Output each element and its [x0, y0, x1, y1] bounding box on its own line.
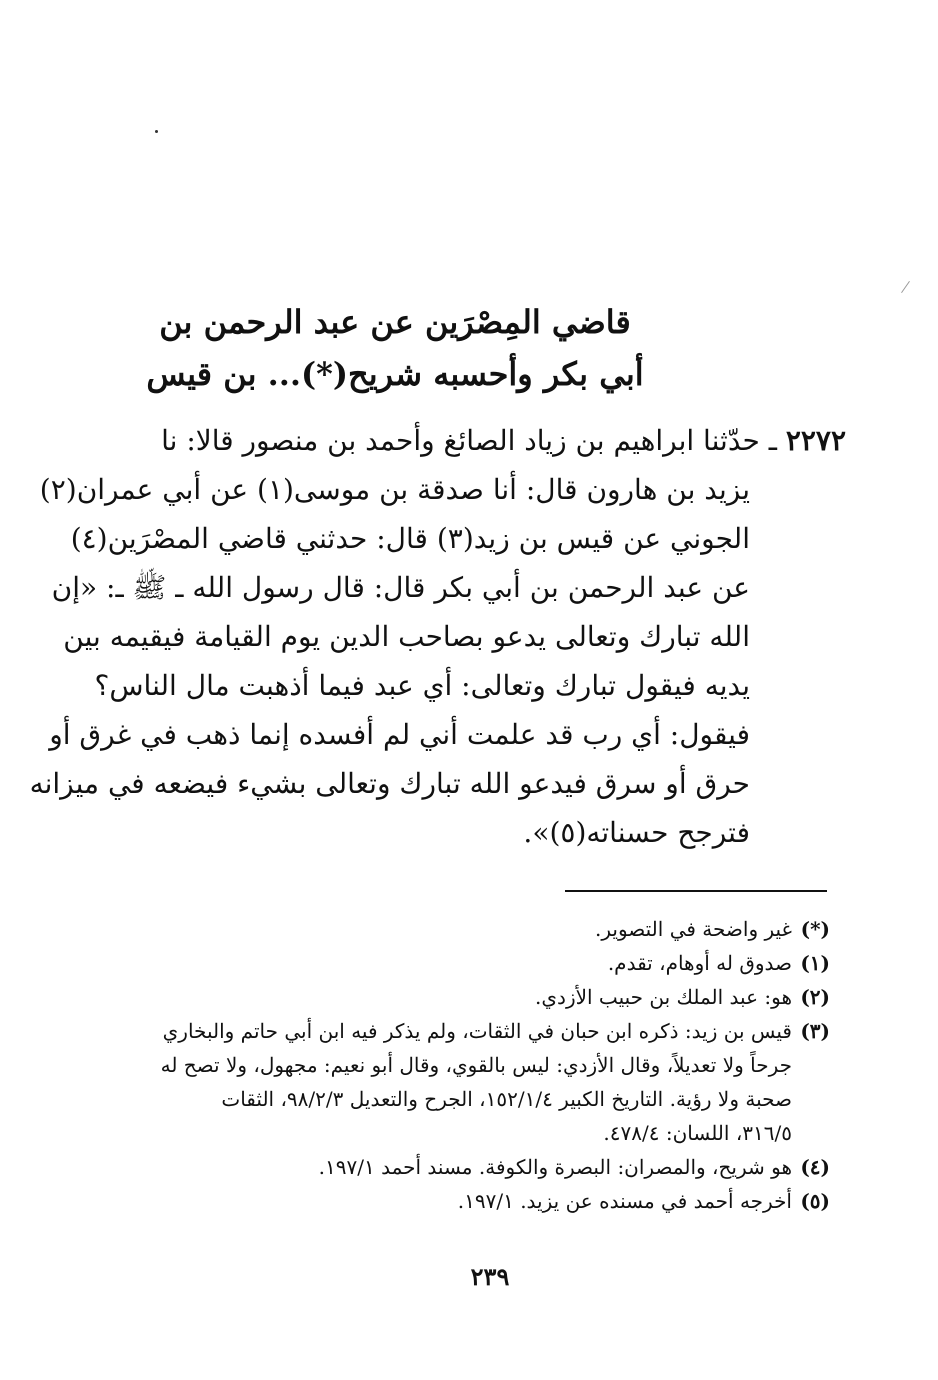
footnote-mark: (٣) [800, 1019, 830, 1043]
footnote-star [130, 912, 830, 946]
footnote-separator [565, 890, 827, 892]
footnote-2 [130, 980, 830, 1014]
hadith-text [29, 416, 846, 857]
hadith-line-3: الجوني عن قيس بن زيد(٣) قال: حدثني قاضي المصْرَين(٤) [70, 522, 750, 555]
footnote-mark: (*) [800, 917, 830, 941]
footnote-line: هو شريح، والمصران: البصرة والكوفة. مسند أحمد ١٩٧/١. [318, 1155, 792, 1179]
hadith-line-9: فترجح حسناته(٥)». [523, 816, 750, 849]
footnotes [130, 912, 830, 1218]
footnote-line: جرحاً ولا تعديلاً، وقال الأزدي: ليس بالقوي، وقال أبو نعيم: مجهول، ولا تصح له [160, 1053, 792, 1077]
footnote-line: صحبة ولا رؤية. التاريخ الكبير ١٥٢/١/٤، الجرح والتعديل ٩٨/٢/٣، الثقات [221, 1087, 792, 1111]
hadith-line-4: عن عبد الرحمن بن أبي بكر قال: قال رسول الله ـ ﷺ ـ: «إن [51, 571, 750, 604]
footnote-mark: (٤) [800, 1155, 830, 1179]
footnote-line: صدوق له أوهام، تقدم. [607, 951, 792, 975]
hadith-line-8: حرق أو سرق فيدعو الله تبارك وتعالى بشيء فيضعه في ميزانه [29, 767, 750, 800]
footnote-5 [130, 1184, 830, 1218]
chapter-title-line-1: قاضي المِصْرَين عن عبد الرحمن بن [159, 303, 631, 341]
scan-speck [155, 130, 158, 133]
footnote-line: غير واضحة في التصوير. [595, 917, 792, 941]
hadith-number: ٢٢٧٢ [785, 424, 846, 457]
page-number: ٢٣٩ [470, 1262, 510, 1291]
footnote-mark: (٢) [800, 985, 830, 1009]
footnote-3 [130, 1014, 830, 1150]
hadith-line-1-text: ـ حدّثنا ابراهيم بن زياد الصائغ وأحمد بن منصور قالا: نا [161, 424, 777, 457]
scan-mark [901, 281, 910, 293]
footnote-line: هو: عبد الملك بن حبيب الأزدي. [535, 985, 792, 1009]
footnote-line: أخرجه أحمد في مسنده عن يزيد. ١٩٧/١. [457, 1189, 792, 1213]
chapter-title [140, 296, 650, 400]
footnote-line: ٣١٦/٥، اللسان: ٤٧٨/٤. [603, 1121, 792, 1145]
hadith-line-1 [146, 416, 846, 465]
footnote-line: قيس بن زيد: ذكره ابن حبان في الثقات، ولم يذكر فيه ابن أبي حاتم والبخاري [162, 1019, 792, 1043]
footnote-1 [130, 946, 830, 980]
hadith-line-6: يديه فيقول تبارك وتعالى: أي عبد فيما أذهبت مال الناس؟ [94, 669, 750, 702]
chapter-title-line-2: أبي بكر وأحسبه شريح(*)... بن قيس [146, 355, 644, 393]
footnote-mark: (٥) [800, 1189, 830, 1213]
hadith-line-7: فيقول: أي رب قد علمت أني لم أفسده إنما ذهب في غرق أو [49, 718, 750, 751]
hadith-line-5: الله تبارك وتعالى يدعو بصاحب الدين يوم القيامة فيقيمه بين [63, 620, 750, 653]
footnote-mark: (١) [800, 951, 830, 975]
hadith-line-2: يزيد بن هارون قال: أنا صدقة بن موسى(١) عن أبي عمران(٢) [39, 473, 750, 506]
footnote-4 [130, 1150, 830, 1184]
